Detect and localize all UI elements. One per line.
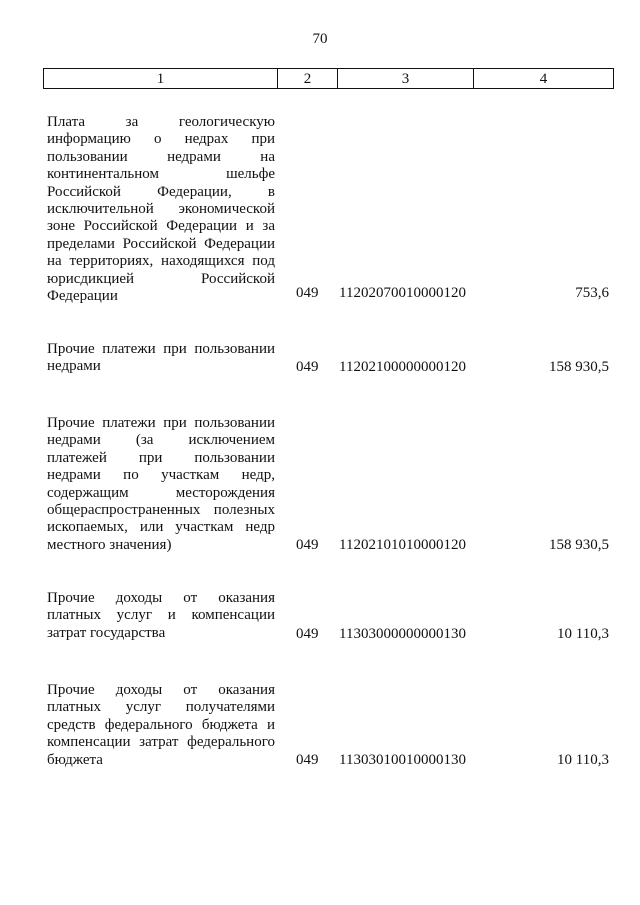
row-description: Прочие доходы от оказания платных услуг и компенсации затрат государства — [47, 590, 275, 641]
row-admin-code: 049 — [296, 358, 319, 375]
row-admin-code: 049 — [296, 536, 319, 553]
table-row — [0, 341, 640, 376]
row-amount: 10 110,3 — [557, 751, 609, 768]
row-budget-code: 11303000000000130 — [339, 625, 466, 642]
column-header-4: 4 — [474, 69, 614, 89]
column-header-3: 3 — [338, 69, 474, 89]
row-description: Прочие платежи при пользовании недрами — [47, 341, 275, 375]
row-budget-code: 11202101010000120 — [339, 536, 466, 553]
row-amount: 158 930,5 — [549, 358, 609, 375]
table-row — [0, 590, 640, 643]
row-budget-code: 11303010010000130 — [339, 751, 466, 768]
row-description: Плата за геологическую информацию о недрах при пользовании недрами на континентальном шельфе Российской Федерации, в исключительной экономической зоне Российской Федерации и за пределами Российской Федерации на территориях, находящихся под юрисдикцией Российской Федерации — [47, 114, 275, 305]
row-description: Прочие доходы от оказания платных услуг получателями средств федерального бюджета и компенсации затрат федерального бюджета — [47, 682, 275, 768]
column-header-2: 2 — [278, 69, 338, 89]
row-amount: 753,6 — [575, 284, 609, 301]
row-amount: 10 110,3 — [557, 625, 609, 642]
column-header-table — [43, 68, 614, 89]
column-header-row — [44, 69, 614, 89]
page-number: 70 — [312, 31, 328, 47]
row-budget-code: 11202070010000120 — [339, 284, 466, 301]
row-admin-code: 049 — [296, 751, 319, 768]
row-description: Прочие платежи при пользовании недрами (за исключением платежей при пользовании недрами по участкам недр, содержащим месторождения общераспространенных полезных ископаемых, или участкам недр местного значения) — [47, 415, 275, 553]
row-amount: 158 930,5 — [549, 536, 609, 553]
table-row — [0, 415, 640, 554]
row-admin-code: 049 — [296, 284, 319, 301]
table-row — [0, 114, 640, 305]
table-row — [0, 682, 640, 769]
row-admin-code: 049 — [296, 625, 319, 642]
row-budget-code: 11202100000000120 — [339, 358, 466, 375]
column-header-1: 1 — [44, 69, 278, 89]
